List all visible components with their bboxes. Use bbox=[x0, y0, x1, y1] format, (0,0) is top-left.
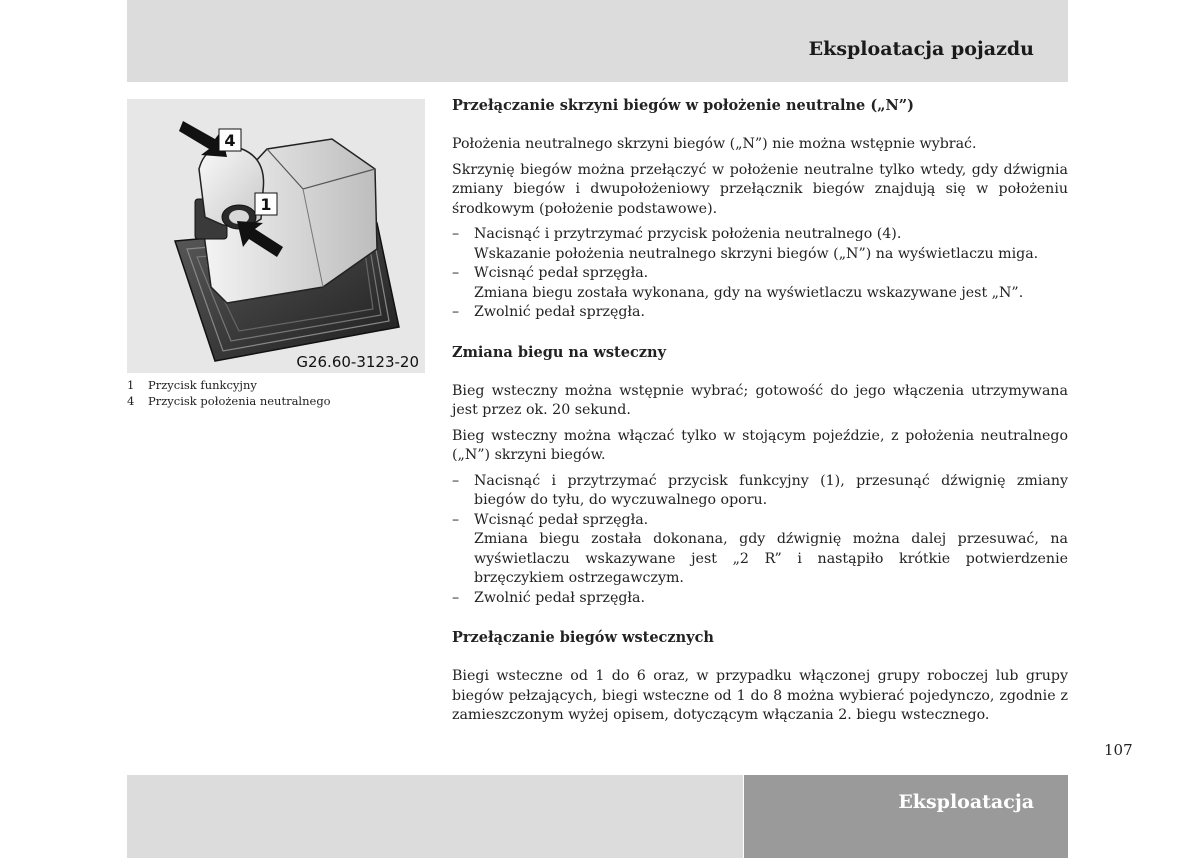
instruction-list bbox=[452, 225, 1068, 323]
list-item-result: Wskazanie położenia neutralnego skrzyni biegów („N”) na wyświetlaczu miga. bbox=[474, 245, 1039, 262]
list-item: – Wcisnąć pedał sprzęgła. Zmiana biegu została dokonana, gdy dźwignię można dalej przesuwać, na wyświetlaczu wskazywane jest „2 R” i nastąpiło krótkie potwierdzenie brzęczykiem ostrzegawczym. bbox=[452, 511, 1068, 589]
gear-lever-illustration bbox=[127, 99, 425, 373]
callout-1: 1 bbox=[260, 195, 272, 214]
list-item-text: Wcisnąć pedał sprzęgła. bbox=[474, 265, 649, 281]
gear-lever-drawing bbox=[127, 99, 425, 373]
paragraph: Skrzynię biegów można przełączyć w położenie neutralne tylko wtedy, gdy dźwignia zmiany biegów i dwupołożeniowy przełącznik biegów znajdują się w położeniu środkowym (położenie podstawowe). bbox=[452, 161, 1068, 217]
paragraph: Biegi wsteczne od 1 do 6 oraz, w przypadku włączonej grupy roboczej lub grupy biegów pełzających, biegi wsteczne od 1 do 8 można wybierać pojedynczo, zgodnie z zamieszczonym wyżej opisem, dotyczącym włączania 2. biegu wstecznego. bbox=[452, 668, 1068, 723]
legend-number: 1 bbox=[127, 378, 135, 392]
callout-4: 4 bbox=[224, 131, 236, 150]
legend-item bbox=[127, 377, 427, 393]
list-item-text: Wcisnąć pedał sprzęgła. bbox=[474, 511, 649, 528]
paragraph: Położenia neutralnego skrzyni biegów („N”) nie można wstępnie wybrać. bbox=[452, 136, 977, 152]
footer-band bbox=[127, 775, 743, 858]
footer-section-title: Eksploatacja bbox=[898, 791, 1034, 813]
list-item: – Nacisnąć i przytrzymać przycisk funkcyjny (1), przesunąć dźwignię zmiany biegów do tyłu, do wyczuwalnego oporu. bbox=[452, 472, 1068, 511]
section-heading-reverse-gears: Przełączanie biegów wstecznych bbox=[452, 629, 714, 646]
list-item-result: Zmiana biegu została dokonana, gdy dźwignię można dalej przesuwać, na wyświetlaczu wskazywane jest „2 R” i nastąpiło krótkie potwierdzenie brzęczykiem ostrzegawczym. bbox=[474, 531, 1068, 586]
legend-number: 4 bbox=[127, 394, 135, 408]
list-item-result: Zmiana biegu została wykonana, gdy na wyświetlaczu wskazywane jest „N”. bbox=[474, 284, 1024, 301]
page-number: 107 bbox=[1104, 741, 1133, 759]
legend-text: Przycisk położenia neutralnego bbox=[148, 394, 331, 408]
list-item-text: Nacisnąć i przytrzymać przycisk funkcyjny (1), przesunąć dźwignię zmiany biegów do tyłu, do wyczuwalnego oporu. bbox=[474, 472, 1068, 508]
list-item: – Wcisnąć pedał sprzęgła. Zmiana biegu została wykonana, gdy na wyświetlaczu wskazywane jest „N”. bbox=[452, 264, 1068, 303]
list-item: – Zwolnić pedał sprzęgła. bbox=[452, 589, 1068, 609]
list-item: – Nacisnąć i przytrzymać przycisk położenia neutralnego (4). Wskazanie położenia neutralnego skrzyni biegów („N”) na wyświetlaczu miga. bbox=[452, 225, 1068, 264]
figure-code: G26.60-3123-20 bbox=[296, 353, 419, 371]
header-band bbox=[127, 0, 1068, 82]
figure-legend bbox=[127, 377, 427, 409]
instruction-list bbox=[452, 472, 1068, 609]
footer-section-tab bbox=[744, 775, 1068, 858]
list-item-text: Zwolnić pedał sprzęgła. bbox=[474, 304, 646, 320]
main-content bbox=[452, 96, 1068, 732]
list-item-text: Zwolnić pedał sprzęgła. bbox=[474, 589, 646, 606]
list-item: – Zwolnić pedał sprzęgła. bbox=[452, 303, 1068, 323]
legend-item bbox=[127, 393, 427, 409]
legend-text: Przycisk funkcyjny bbox=[148, 378, 257, 392]
paragraph: Bieg wsteczny można wstępnie wybrać; gotowość do jego włączenia utrzymywana jest przez ok. 20 sekund. bbox=[452, 382, 1068, 418]
list-item-text: Nacisnąć i przytrzymać przycisk położenia neutralnego (4). bbox=[474, 226, 902, 242]
paragraph: Bieg wsteczny można włączać tylko w stojącym pojeździe, z położenia neutralnego („N”) skrzyni biegów. bbox=[452, 427, 1068, 463]
section-heading-neutral: Przełączanie skrzyni biegów w położenie neutralne („N”) bbox=[452, 97, 914, 114]
section-heading-reverse: Zmiana biegu na wsteczny bbox=[452, 343, 667, 361]
page-title: Eksploatacja pojazdu bbox=[808, 38, 1034, 60]
